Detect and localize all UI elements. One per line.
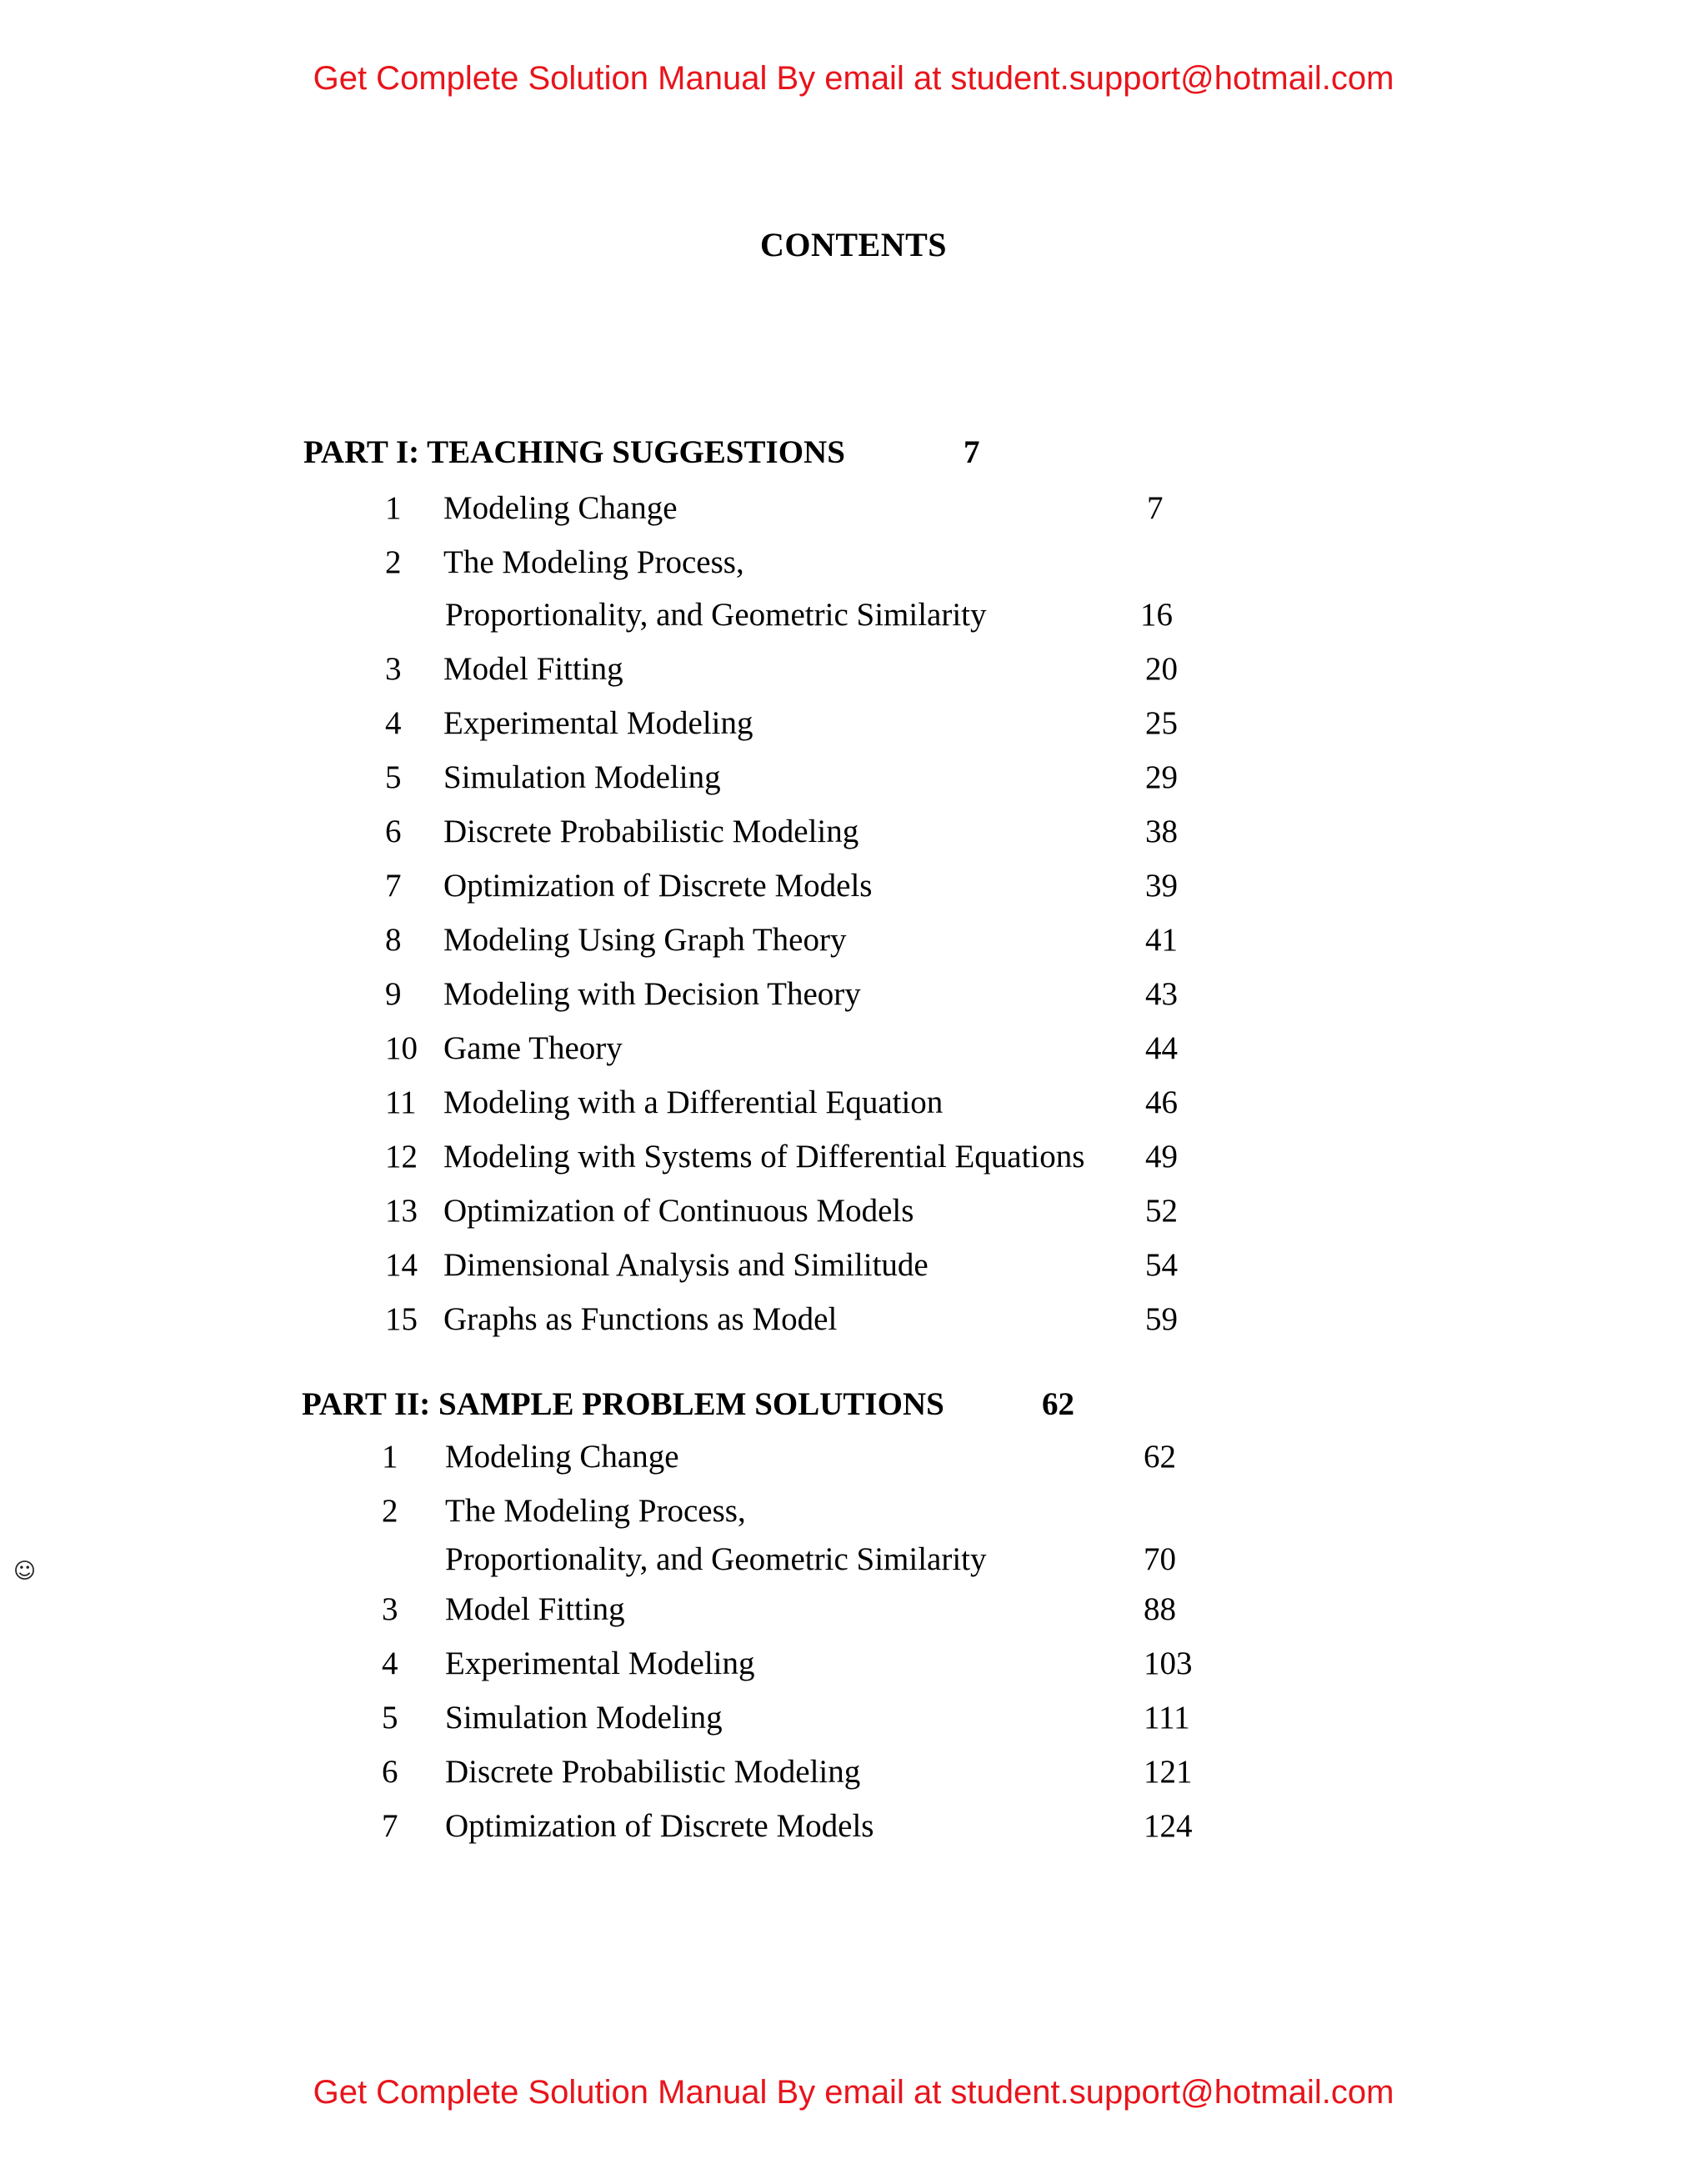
toc-entry-title: Proportionality, and Geometric Similarity [445,1541,987,1577]
toc-entry [0,1645,1707,1686]
toc-entry-page: 103 [1144,1646,1193,1681]
toc-entry [0,704,1707,746]
toc-entry-title: The Modeling Process, [445,1493,746,1529]
toc-entry-title: Graphs as Functions as Model [443,1301,838,1337]
toc-entry-page: 39 [1145,868,1178,904]
toc-entry-number: 8 [385,922,402,958]
toc-entry-page: 59 [1145,1301,1178,1337]
page-title: CONTENTS [759,226,948,263]
toc-entry [0,1084,1707,1125]
toc-entry-page: 121 [1144,1754,1193,1790]
toc-entry-number: 5 [385,759,402,795]
toc-entry [0,1246,1707,1288]
toc-entry [0,1807,1707,1849]
toc-entry-number: 13 [385,1193,418,1229]
toc-entry-title: Modeling with a Differential Equation [443,1084,944,1120]
toc-entry-number: 1 [385,490,402,526]
toc-entry-title: Modeling Change [443,490,678,526]
part2-page: 62 [1042,1386,1074,1422]
toc-entry-page: 38 [1145,814,1178,849]
toc-entry-number: 2 [382,1493,398,1529]
toc-entry-number: 3 [385,651,402,687]
toc-entry-title: Simulation Modeling [443,759,721,795]
toc-entry-title: Optimization of Discrete Models [443,868,873,904]
toc-entry-title: Proportionality, and Geometric Similarity [445,597,987,633]
toc-entry-number: 15 [385,1301,418,1337]
toc-entry-page: 52 [1145,1193,1178,1229]
toc-entry-number: 10 [385,1030,418,1066]
toc-entry [0,1300,1707,1342]
toc-entry-title: Dimensional Analysis and Similitude [443,1247,929,1283]
toc-entry-number: 2 [385,544,402,580]
toc-entry-page: 16 [1140,597,1173,633]
toc-entry-title: The Modeling Process, [443,544,744,580]
toc-entry-number: 11 [385,1084,417,1120]
toc-entry-page: 54 [1145,1247,1178,1283]
toc-entry [0,1540,1707,1582]
toc-entry-page: 70 [1144,1541,1176,1577]
toc-entry-number: 6 [382,1754,398,1790]
toc-entry-page: 49 [1145,1139,1178,1175]
toc-entry-title: Discrete Probabilistic Modeling [443,814,859,849]
toc-entry-title: Modeling with Systems of Differential Equations [443,1139,1085,1175]
toc-entry-title: Model Fitting [445,1591,625,1627]
toc-entry-title: Optimization of Continuous Models [443,1193,914,1229]
toc-entry-title: Simulation Modeling [445,1700,723,1736]
toc-entry-page: 41 [1145,922,1178,958]
toc-entry-number: 12 [385,1139,418,1175]
toc-entry-title: Discrete Probabilistic Modeling [445,1754,861,1790]
toc-entry-page: 7 [1147,490,1164,526]
toc-entry-number: 3 [382,1591,398,1627]
toc-entry [0,813,1707,854]
toc-entry-number: 4 [382,1646,398,1681]
toc-entry [0,489,1707,531]
toc-entry [0,543,1707,585]
toc-entry-page: 46 [1145,1084,1178,1120]
footer-banner: Get Complete Solution Manual By email at student.support@hotmail.com [313,2074,1394,2111]
toc-entry-page: 29 [1145,759,1178,795]
toc-entry [0,1492,1707,1534]
toc-entry-title: Modeling Change [445,1439,679,1475]
header-banner: Get Complete Solution Manual By email at student.support@hotmail.com [313,60,1394,97]
toc-entry-title: Experimental Modeling [443,705,753,741]
toc-entry-number: 4 [385,705,402,741]
toc-entry [0,1753,1707,1795]
toc-entry [0,867,1707,909]
toc-entry-title: Experimental Modeling [445,1646,755,1681]
toc-entry-number: 6 [385,814,402,849]
toc-entry [0,921,1707,963]
part2-title: PART II: SAMPLE PROBLEM SOLUTIONS [302,1386,944,1422]
toc-entry [0,1438,1707,1480]
toc-entry-title: Model Fitting [443,651,623,687]
toc-entry-page: 25 [1145,705,1178,741]
toc-entry-number: 14 [385,1247,418,1283]
toc-entry-page: 124 [1144,1808,1193,1844]
toc-entry [0,975,1707,1017]
toc-entry [0,1192,1707,1234]
toc-entry [0,1138,1707,1180]
toc-entry-number: 9 [385,976,402,1012]
toc-entry [0,596,1707,638]
toc-entry-page: 88 [1144,1591,1176,1627]
toc-entry-page: 44 [1145,1030,1178,1066]
toc-entry-page: 62 [1144,1439,1176,1475]
toc-entry-number: 7 [382,1808,398,1844]
part1-title: PART I: TEACHING SUGGESTIONS [303,434,845,470]
toc-entry-title: Modeling Using Graph Theory [443,922,847,958]
toc-entry-number: 7 [385,868,402,904]
toc-entry [0,1029,1707,1071]
toc-entry [0,1699,1707,1741]
toc-entry-page: 43 [1145,976,1178,1012]
part1-page: 7 [964,434,980,470]
toc-entry-page: 20 [1145,651,1178,687]
toc-entry [0,1590,1707,1632]
toc-entry-title: Game Theory [443,1030,623,1066]
toc-entry-number: 5 [382,1700,398,1736]
toc-entry-title: Optimization of Discrete Models [445,1808,874,1844]
toc-entry-number: 1 [382,1439,398,1475]
toc-entry-page: 111 [1144,1700,1190,1736]
smiley-icon: ☺ [13,1559,37,1584]
toc-entry [0,759,1707,800]
toc-entry-title: Modeling with Decision Theory [443,976,861,1012]
toc-entry [0,650,1707,692]
